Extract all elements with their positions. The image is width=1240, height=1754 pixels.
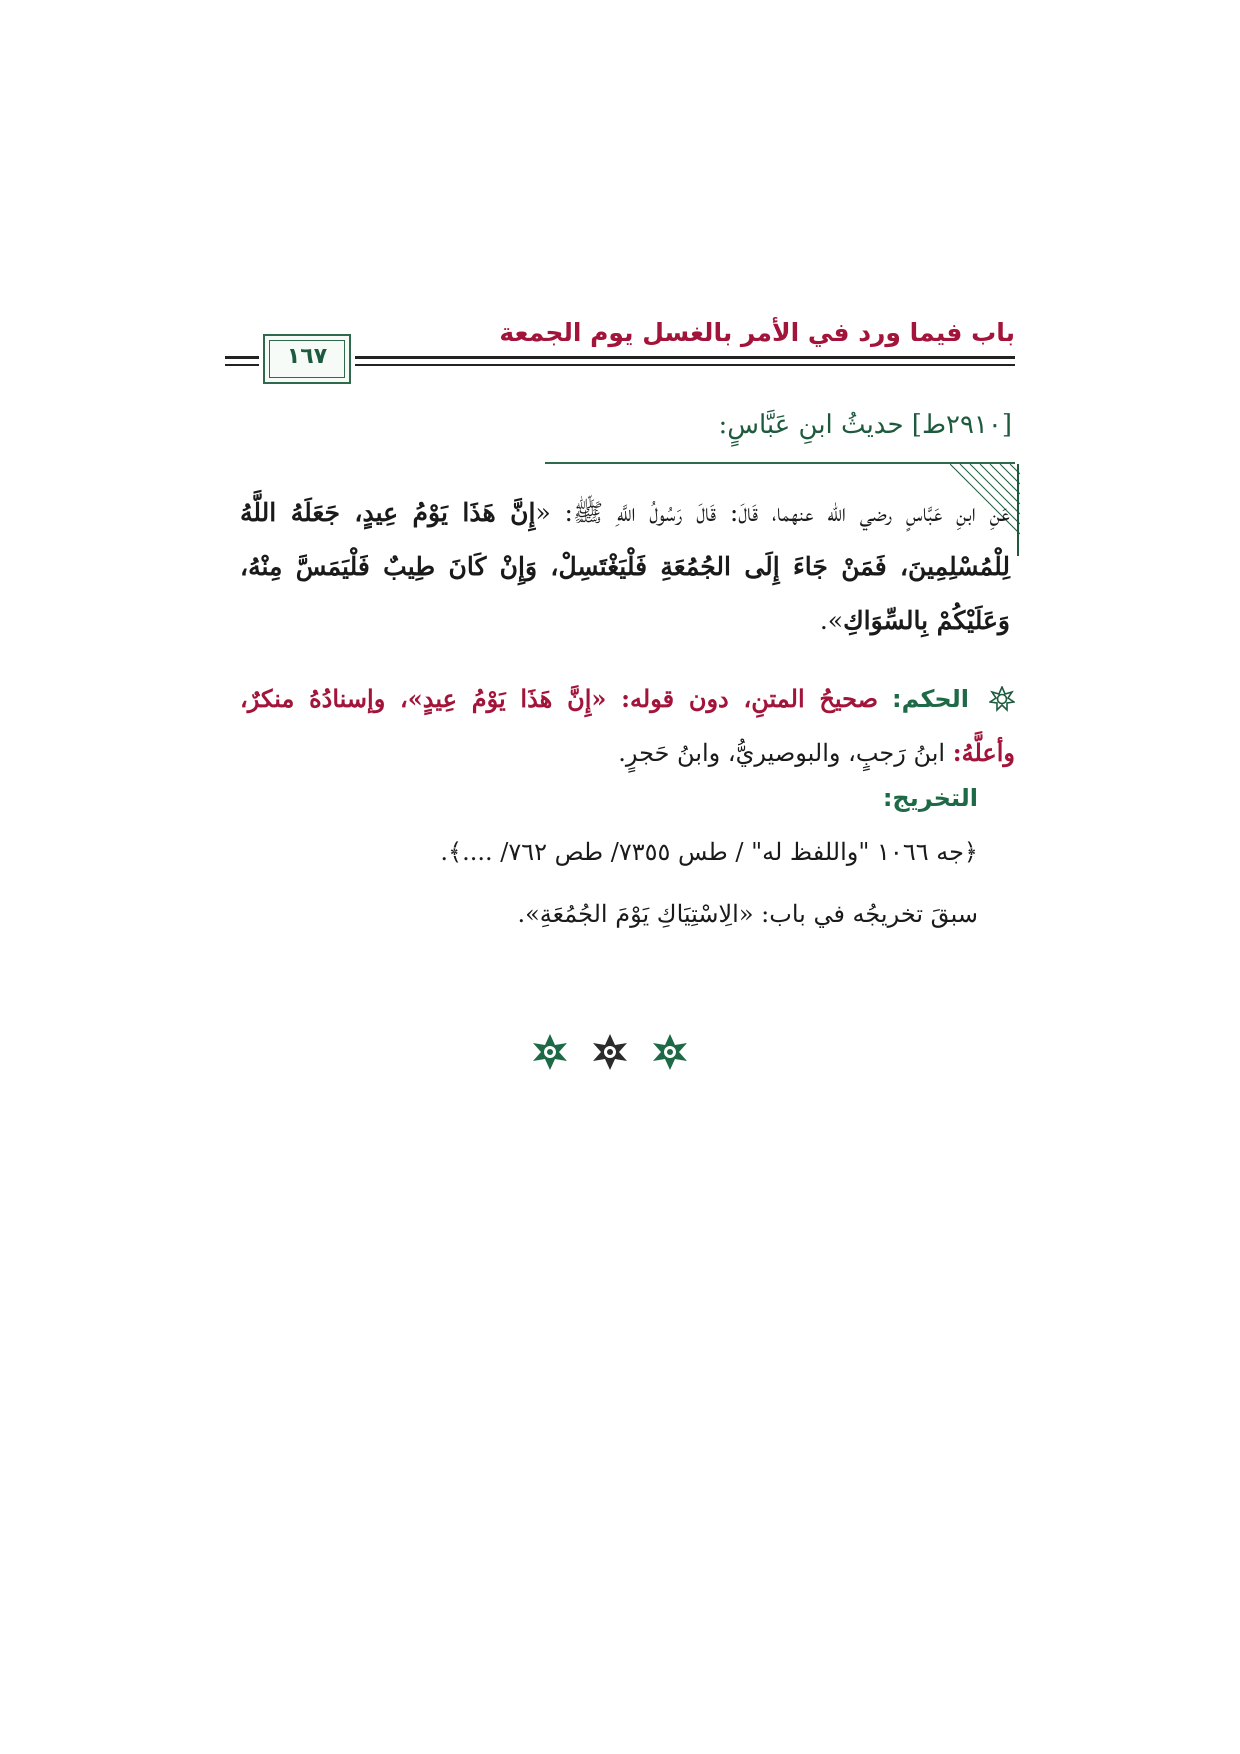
ruling-verdict: صحيحُ المتنِ، دون قوله: «إِنَّ هَذَا يَوْمُ عِيدٍ»، وإسنادُهُ منكرٌ، وأعلَّهُ: — [240, 684, 1015, 767]
page-number-frame — [263, 334, 351, 384]
header-rule-left-thin — [225, 364, 259, 366]
header-rule-left — [225, 356, 259, 359]
flower-bullet-icon — [989, 686, 1015, 712]
page-header — [225, 318, 1015, 388]
takhrij-note: سبقَ تخريجُه في باب: «الِاسْتِيَاكِ يَوْمَ الجُمُعَةِ». — [517, 900, 978, 928]
hadith-text — [240, 486, 1010, 648]
takhrij-label: التخريج: — [882, 784, 978, 812]
hadith-matn: إِنَّ هَذَا يَوْمُ عِيدٍ، جَعَلَهُ اللَّهُ لِلْمُسْلِمِينَ، فَمَنْ جَاءَ إِلَى الجُمُعَةِ فَلْيَغْتَسِلْ، وَإِنْ كَانَ طِيبٌ فَلْيَمَسَّ مِنْهُ، وَعَلَيْكُمْ بِالسِّوَاكِ — [240, 498, 1010, 635]
star-ornament-icon — [593, 1034, 627, 1070]
star-ornament-icon — [653, 1034, 687, 1070]
header-rule-right — [355, 356, 1015, 359]
chapter-title: باب فيما ورد في الأمر بالغسل يوم الجمعة — [499, 318, 1015, 347]
header-rule-right-thin — [355, 364, 1015, 366]
ruling-label: الحكم: — [892, 685, 969, 713]
page-number: ١٦٧ — [286, 344, 328, 369]
hadith-outro: ». — [819, 606, 844, 635]
section-end-ornaments — [520, 1030, 700, 1074]
ruling-paragraph — [240, 672, 1015, 780]
star-ornament-icon — [533, 1034, 567, 1070]
heading-underline — [545, 462, 1015, 464]
ruling-authorities: ابنُ رَجبٍ، والبوصيريُّ، وابنُ حَجرٍ. — [618, 739, 946, 767]
takhrij-reference: ﴿جه ١٠٦٦ "واللفظ له" / طس ٧٣٥٥/ طص ٧٦٢/ ....﴾. — [440, 838, 978, 866]
hadith-intro: عَنِ ابنِ عَبَّاسٍ رضي الله عنهما، قَالَ: قَالَ رَسُولُ اللَّهِ ﷺ: « — [535, 498, 1010, 527]
hadith-heading: [٢٩١٠ط] حديثُ ابنِ عَبَّاسٍ: — [718, 410, 1012, 440]
